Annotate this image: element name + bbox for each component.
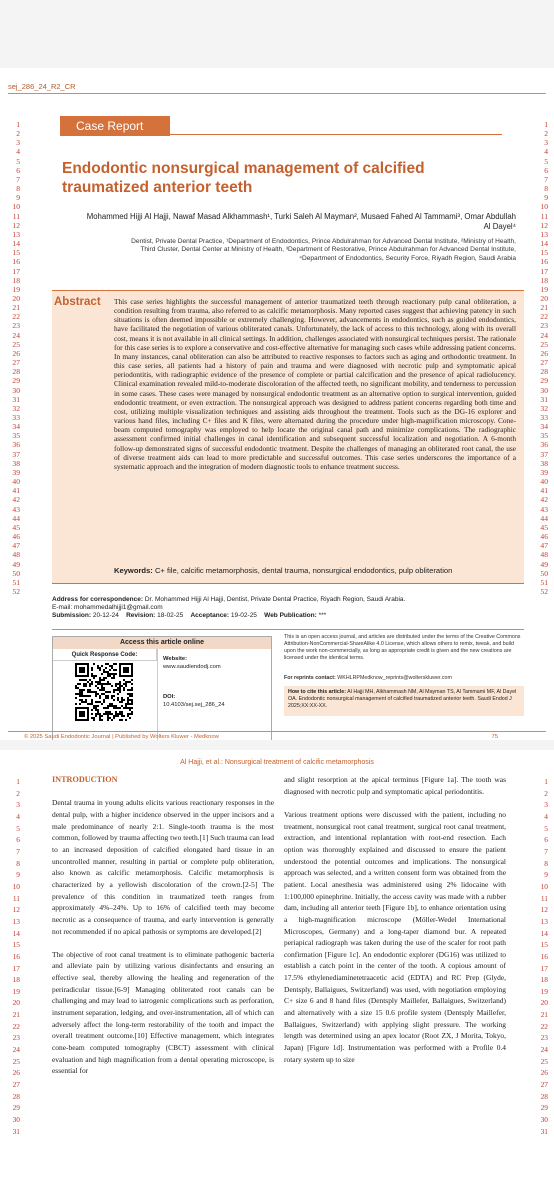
line-number: 19 (12, 986, 20, 996)
body-column-left (52, 774, 274, 1089)
line-number: 51 (12, 577, 20, 587)
line-number: 17 (540, 963, 548, 973)
article-title: Endodontic nonsurgical management of calcified traumatized anterior teeth (62, 160, 425, 196)
line-number: 49 (12, 559, 20, 569)
line-number: 30 (12, 1115, 20, 1125)
line-number: 43 (12, 504, 20, 514)
line-number: 18 (12, 975, 20, 985)
line-number: 38 (540, 458, 548, 468)
line-number: 21 (12, 303, 20, 313)
line-number: 25 (540, 339, 548, 349)
line-numbers-right (534, 120, 548, 596)
line-number: 14 (12, 928, 20, 938)
abstract-label: Abstract (54, 296, 101, 308)
line-number: 39 (12, 467, 20, 477)
correspondence-block (52, 596, 524, 621)
correspondence-label: Address for correspondence: (52, 596, 144, 603)
line-number: 5 (16, 823, 20, 833)
correspondence-text: Dr. Mohammed Hijji Al Hajji, Dentist, Private Dental Practice, Riyadh Region, Saudi Arabia. (144, 596, 406, 603)
access-divider (157, 649, 158, 740)
cite-box (284, 686, 524, 716)
line-number: 28 (540, 367, 548, 377)
access-header: Access this article online (53, 637, 271, 649)
line-number: 3 (544, 138, 548, 148)
line-number: 22 (12, 312, 20, 322)
line-number: 25 (12, 1056, 20, 1066)
body-paragraph: Various treatment options were discussed with the patient, including no treatment, nonsurgical root canal treatment, surgical root canal treatment, extraction, and intentional replantation with root-end resection. Each option was thoroughly explained and discussed to ensure the patient understood the potential outcomes and implications. The nonsurgical approach was selected, and a written consent form was obtained from the patient. Local anesthesia was administered using 2% lidocaine with 1:100,000 epinephrine. Initially, the access cavity was made with a rubber dam, including all anterior teeth [Figure 1b], to enhance orientation using a high-magnification microscope (Möller-Wedel International Microscopes, Germany) and a long-taper diamond bur. A repeated periapical radiograph was taken during the use of the scaler for root path confirmation [Figure 1c]. An endodontic explorer (DG16) was utilized to establish a catch point in the center of the tooth. A copious amount of 17.5% ethylenediaminetetraacetic acid (EDTA) and RC Prep (Glyde, Dentsply, Ballaigues, Switzerland) was used, with negotiation employing C+ size 6 and 8 hand files (Dentsply Maillefer, Ballaigues, Switzerland) and alternatively with a size 15 0.6 profile system (Dentsply Maillefer, Ballaigues, Switzerland) with applying slight pressure. The working length was determined using an apex locator (Root ZX, J Morita, Tokyo, Japan) [Figure 1d]. Instrumentation was performed with a Profile 0.4 rotary system up to size (284, 809, 506, 1064)
line-number: 27 (12, 358, 20, 368)
line-number: 18 (540, 275, 548, 285)
line-number: 42 (12, 495, 20, 505)
doi-label: DOI: (163, 694, 176, 700)
line-number: 44 (12, 513, 20, 523)
line-number: 13 (12, 916, 20, 926)
abstract-text: This case series highlights the successful management of anterior traumatized teeth through reactionary pulp canal obliteration, a condition resulting from trauma, also referred to as calcific metamorphosis. Many reported cases suggest that achieving patency in such situations is often deemed impossible or extremely challenging. However, advancements in endodontics, such as guided endodontics, have facilitated the negotiation of various obliterated canals. Unfortunately, the lack of access to this technology, along with its overall cost, means it is not available in all clinical settings. In addition, challenges associated with nonsurgical techniques persist. The rationale for this case series is to explore a conservative and cost-effective alternative for managing such cases while addressing patient concerns. In many instances, canal obliteration can also be attributed to reactive responses to factors such as aging and orthodontic treatment. In this case series, all patients had a history of pain and trauma and were diagnosed with necrotic pulp and symptomatic apical periodontitis, with radiographic evidence of the presence of complete or partial calcification and the presence of apical radiolucency. Clinical examination revealed mild-to-moderate discoloration of the affected teeth, no significant mobility, and tenderness to percussion in some cases. These cases were managed by nonsurgical endodontic treatment as an alternative option to surgical intervention, guided endodontic treatment, or even extraction. The nonsurgical approach was designed to address patient concerns regarding both time and cost, utilizing multiple visualization techniques and assisting aids throughout the treatment. Tools such as the DG-16 explorer and various hand files, including C+ files and K files, were alternated during the procedure under high-magnification microscopy. Cone-beam computed tomography was employed to help locate the original canal path and minimize complications. The radiographic assessment confirmed initial challenges in canal identification and subsequent successful localization and negotiation. A 6-month follow-up demonstrated signs of successful endodontic treatment. Despite the challenges of managing an obliterated root canal, the use of diverse treatment aids can lead to more predictable and successful outcomes. This case series underscores the importance of a systematic approach and the integration of modern diagnostic tools to enhance treatment success. (114, 297, 516, 471)
line-number: 42 (540, 495, 548, 505)
abstract-box (52, 290, 524, 584)
line-number: 32 (540, 403, 548, 413)
line-number: 1 (16, 777, 20, 786)
line-number: 18 (12, 275, 20, 285)
line-number: 24 (540, 330, 548, 340)
section-heading: INTRODUCTION (52, 775, 118, 784)
line-number: 44 (540, 513, 548, 523)
line-number: 13 (540, 229, 548, 239)
line-number: 27 (540, 1080, 548, 1090)
line-number: 10 (12, 202, 20, 212)
line-number: 31 (540, 1126, 548, 1136)
header-rule (8, 93, 546, 94)
line-number: 13 (540, 916, 548, 926)
line-number: 47 (540, 541, 548, 551)
line-numbers-left (6, 776, 20, 1137)
line-number: 49 (540, 559, 548, 569)
line-number: 29 (540, 376, 548, 386)
line-number: 15 (12, 248, 20, 258)
website-link[interactable]: www.saudiendodj.com (163, 664, 221, 670)
line-number: 31 (12, 394, 20, 404)
line-number: 18 (540, 975, 548, 985)
article-type-badge: Case Report (60, 116, 170, 136)
line-number: 12 (540, 905, 548, 915)
author-list: Mohammed Hijji Al Hajji, Nawaf Masad Alkhammash¹, Turki Saleh Al Mayman², Musaed Fahed Al Tammami³, Omar Abdullah Al Dayel⁴ (86, 212, 516, 231)
line-number: 16 (540, 951, 548, 961)
line-number: 46 (540, 532, 548, 542)
line-number: 23 (540, 321, 548, 331)
line-number: 48 (12, 550, 20, 560)
line-number: 29 (12, 1103, 20, 1113)
line-number: 27 (12, 1080, 20, 1090)
access-online-box (52, 636, 272, 740)
body-paragraph: and slight resorption at the apical terminus [Figure 1a]. The tooth was diagnosed with necrotic pulp and symptomatic apical periodontitis. (284, 775, 506, 796)
page-number: 75 (491, 734, 498, 740)
line-number: 20 (12, 998, 20, 1008)
line-number: 27 (540, 358, 548, 368)
line-number: 2 (16, 788, 20, 798)
line-number: 20 (540, 998, 548, 1008)
line-number: 21 (540, 1010, 548, 1020)
line-number: 11 (540, 893, 548, 903)
line-number: 30 (12, 385, 20, 395)
line-number: 45 (540, 522, 548, 532)
line-number: 8 (16, 858, 20, 868)
line-number: 45 (12, 522, 20, 532)
line-number: 41 (540, 486, 548, 496)
line-numbers-right (534, 776, 548, 1137)
line-number: 3 (544, 800, 548, 810)
line-number: 10 (12, 881, 20, 891)
line-number: 8 (544, 858, 548, 868)
line-number: 28 (540, 1091, 548, 1101)
running-head: Al Hajji, et al.: Nonsurgical treatment of calcific metamorphosis (180, 759, 374, 766)
line-number: 51 (540, 577, 548, 587)
body-column-right (284, 774, 506, 1077)
line-number: 6 (544, 835, 548, 845)
line-number: 10 (540, 202, 548, 212)
line-number: 19 (540, 986, 548, 996)
correspondence-rule (52, 629, 524, 630)
line-number: 17 (540, 266, 548, 276)
line-number: 50 (12, 568, 20, 578)
line-number: 7 (16, 174, 20, 184)
line-number: 52 (540, 586, 548, 596)
manuscript-id: sej_286_24_R2_CR (8, 82, 76, 91)
keywords-text: C+ file, calcific metamorphosis, dental trauma, nonsurgical endodontics, pulp obliteration (154, 566, 453, 575)
affiliation-line: Third Cluster, Dental Center at Ministry of Health, ³Department of Restorative, Prince Abdulrahman for Advanced Dental Institute, (140, 246, 516, 254)
line-number: 26 (12, 348, 20, 358)
line-number: 9 (544, 870, 548, 880)
line-number: 15 (12, 940, 20, 950)
line-number: 23 (540, 1033, 548, 1043)
doi-link[interactable]: 10.4103/sej.sej_286_24 (163, 702, 225, 708)
line-number: 5 (16, 156, 20, 166)
body-paragraph: The objective of root canal treatment is to eliminate pathogenic bacteria and alleviate pain by utilizing various disinfectants and ensuring an effective seal, thereby allowing the healing and regeneration of the periradicular tissue.[6-9] Managing obliterated root canals can be challenging and may lead to iatrogenic complications such as perforation, instrument separation, ledging, and over-instrumentation, all of which can adversely affect the long-term restorability of the tooth and impact the overall treatment outcome.[10] Effective management, which integrates cone-beam computed tomography (CBCT) assessment with clinical evaluation and high magnification from a dental operating microscope, is essential for (52, 949, 274, 1076)
line-number: 52 (12, 586, 20, 596)
license-text: This is an open access journal, and articles are distributed under the terms of the Creative Commons Attribution-NonCommercial-ShareAlike 4.0 License, which allows others to remix, tweak, and build upon the work non-commercially, as long as appropriate credit is given and the new creations are licensed under the identical terms. (284, 634, 521, 661)
reprints-email[interactable]: WKHLRPMedknow_reprints@wolterskluwer.com (337, 675, 452, 681)
reprints-contact (284, 675, 524, 681)
line-number: 7 (544, 174, 548, 184)
line-number: 11 (540, 211, 548, 221)
line-number: 12 (12, 220, 20, 230)
page-one (0, 68, 554, 740)
line-number: 30 (540, 1115, 548, 1125)
line-number: 36 (540, 440, 548, 450)
line-number: 33 (12, 413, 20, 422)
line-number: 3 (16, 138, 20, 148)
affiliation-line: ⁴Department of Endodontics, Security Force, Riyadh Region, Saudi Arabia (299, 254, 516, 262)
website-label: Website: (163, 656, 188, 662)
line-number: 40 (12, 477, 20, 487)
line-number: 26 (12, 1068, 20, 1078)
line-number: 13 (12, 229, 20, 239)
keywords-label: Keywords: (114, 566, 153, 575)
line-number: 30 (540, 385, 548, 395)
qr-code-icon[interactable] (75, 663, 133, 721)
line-number: 9 (16, 193, 20, 203)
line-number: 24 (12, 1045, 20, 1055)
line-number: 28 (12, 367, 20, 377)
line-number: 1 (16, 120, 20, 129)
line-number: 20 (12, 293, 20, 303)
line-number: 19 (540, 284, 548, 294)
line-number: 34 (12, 422, 20, 432)
cite-text: Al Hajji MH, Alkhammash NM, Al Mayman TS, Al Tammami MF, Al Dayel OA. Endodontic nonsurgical management of calcified traumatized anterior teeth. Saudi Endod J 2025;XX:XX-XX. (288, 689, 517, 709)
line-number: 23 (12, 1033, 20, 1043)
line-number: 16 (540, 257, 548, 267)
line-number: 41 (12, 486, 20, 496)
line-number: 31 (540, 394, 548, 404)
line-number: 3 (16, 800, 20, 810)
line-number: 24 (12, 330, 20, 340)
line-number: 29 (12, 376, 20, 386)
line-number: 6 (16, 835, 20, 845)
line-number: 2 (16, 129, 20, 139)
line-number: 16 (12, 951, 20, 961)
line-number: 2 (544, 129, 548, 139)
access-details (163, 655, 269, 709)
line-number: 10 (540, 881, 548, 891)
line-number: 43 (540, 504, 548, 514)
line-number: 4 (544, 811, 548, 821)
line-number: 4 (16, 147, 20, 157)
line-number: 36 (12, 440, 20, 450)
line-number: 39 (540, 467, 548, 477)
affiliations (64, 238, 516, 263)
line-number: 23 (12, 321, 20, 331)
footer-rule (8, 731, 546, 732)
line-number: 4 (16, 811, 20, 821)
footer-copyright: © 2025 Saudi Endodontic Journal | Published by Wolters Kluwer - Medknow (24, 734, 219, 740)
body-paragraph: Dental trauma in young adults elicits various reactionary responses in the dental pulp, with a higher incidence observed in the upper incisors and a male predominance of nearly 2:1. Single-tooth trauma is the most common, followed by trauma affecting two teeth.[1] Such trauma can lead to an increased deposition of calcified elongated hard tissue in an uncontrolled manner, resulting in partial or complete pulp obliteration, also known as calcific metamorphosis. Calcific metamorphosis is characterized by a yellowish discoloration of the crown.[2-5] The prevalence of this condition in traumatized teeth ranges from approximately 4%–24%. Up to 16% of calcified teeth may become necrotic as a consequence of trauma, and early intervention is generally not recommended if no apical pathosis or symptoms are developed.[2] (52, 798, 274, 936)
line-number: 9 (544, 193, 548, 203)
line-number: 32 (12, 403, 20, 413)
line-number: 35 (12, 431, 20, 441)
line-number: 7 (544, 846, 548, 856)
badge-rule (170, 134, 502, 135)
publication-dates: Submission: 20-12-24 Revision: 18-02-25 Acceptance: 19-02-25 Web Publication: *** (52, 612, 327, 620)
line-number: 5 (544, 823, 548, 833)
line-number: 31 (12, 1126, 20, 1136)
line-number: 37 (540, 449, 548, 459)
line-number: 20 (540, 293, 548, 303)
line-number: 14 (540, 239, 548, 249)
line-number: 9 (16, 870, 20, 880)
line-number: 7 (16, 846, 20, 856)
line-number: 50 (540, 568, 548, 578)
line-number: 12 (540, 220, 548, 230)
qr-label: Quick Response Code: (53, 649, 157, 661)
line-number: 5 (544, 156, 548, 166)
line-number: 29 (540, 1103, 548, 1113)
line-number: 25 (540, 1056, 548, 1066)
line-number: 46 (12, 532, 20, 542)
line-number: 17 (12, 963, 20, 973)
keywords (114, 566, 516, 575)
line-number: 1 (544, 777, 548, 786)
line-number: 40 (540, 477, 548, 487)
line-numbers-left (6, 120, 20, 596)
line-number: 11 (12, 893, 20, 903)
line-number: 21 (540, 303, 548, 313)
line-number: 21 (12, 1010, 20, 1020)
line-number: 4 (544, 147, 548, 157)
line-number: 22 (540, 1021, 548, 1031)
line-number: 12 (12, 905, 20, 915)
line-number: 48 (540, 550, 548, 560)
line-number: 26 (540, 348, 548, 358)
line-number: 17 (12, 266, 20, 276)
line-number: 24 (540, 1045, 548, 1055)
line-number: 6 (16, 165, 20, 175)
line-number: 8 (16, 184, 20, 194)
affiliation-line: Dentist, Private Dental Practice, ¹Department of Endodontics, Prince Abdulrahman for Advanced Dental Institute, ²Ministry of Health, (131, 238, 516, 245)
line-number: 14 (12, 239, 20, 249)
line-number: 11 (12, 211, 20, 221)
line-number: 34 (540, 422, 548, 432)
line-number: 8 (544, 184, 548, 194)
line-number: 15 (540, 248, 548, 258)
line-number: 38 (12, 458, 20, 468)
line-number: 47 (12, 541, 20, 551)
page-two (0, 750, 554, 1200)
line-number: 15 (540, 940, 548, 950)
line-number: 26 (540, 1068, 548, 1078)
cite-label: How to cite this article: (288, 689, 346, 695)
line-number: 33 (540, 413, 548, 422)
reprints-label: For reprints contact: (284, 675, 336, 681)
line-number: 1 (544, 120, 548, 129)
correspondence-email[interactable]: E-mail: mohammedalhijji1@gmail.com (52, 604, 163, 612)
line-number: 22 (540, 312, 548, 322)
line-number: 16 (12, 257, 20, 267)
line-number: 2 (544, 788, 548, 798)
line-number: 25 (12, 339, 20, 349)
line-number: 19 (12, 284, 20, 294)
line-number: 22 (12, 1021, 20, 1031)
line-number: 37 (12, 449, 20, 459)
line-number: 28 (12, 1091, 20, 1101)
line-number: 6 (544, 165, 548, 175)
line-number: 14 (540, 928, 548, 938)
line-number: 35 (540, 431, 548, 441)
